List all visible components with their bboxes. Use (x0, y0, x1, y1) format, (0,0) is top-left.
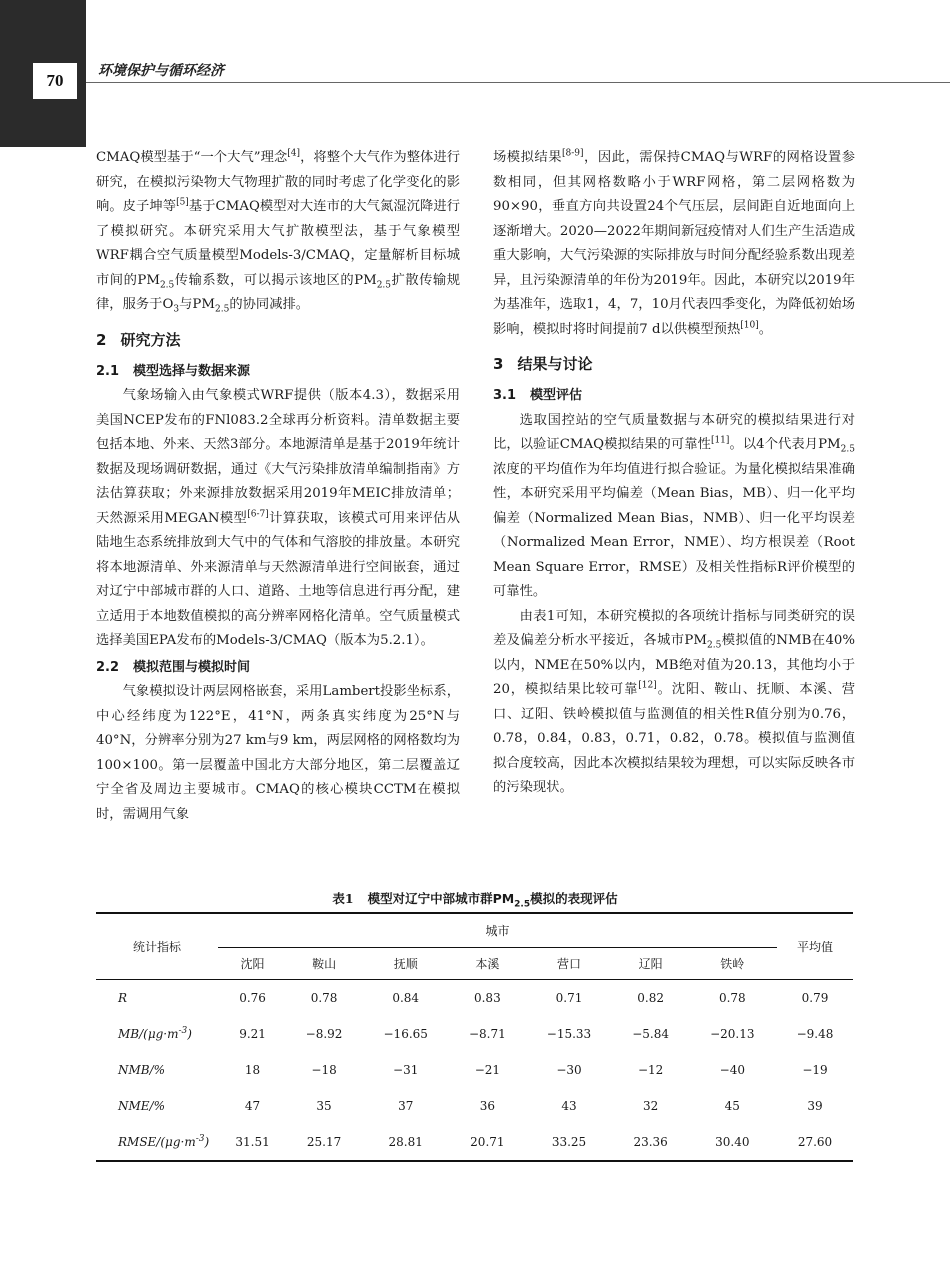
row-metric: RMSE/$(\mu g\cdot m^{-3})$ (96, 1124, 218, 1161)
table-cell: −16.65 (383, 1027, 428, 1041)
section-heading (96, 326, 460, 354)
table-cell: −18 (311, 1063, 337, 1077)
table-cell: 23.36 (614, 1124, 688, 1161)
table-cell: 18 (244, 1063, 261, 1077)
evaluation-table (96, 912, 853, 1162)
subsection-title: 模拟范围与模拟时间 (133, 659, 251, 675)
table-cell: 0.83 (473, 991, 501, 1005)
row-metric: $MB/(\mu g\cdot m^{-3})$ (118, 1026, 192, 1041)
section-number: 2 (96, 330, 107, 349)
col-header-average: 平均值 (777, 913, 853, 980)
table-caption (0, 889, 950, 910)
row-metric: NMB/% (118, 1063, 166, 1077)
paragraph: 气象场输入由气象模式WRF提供（版本4.3），数据采用美国NCEP发布的FNl083.2全球再分析资料。清单数据主要包括本地、外来、天然3部分。本地源清单是基于2019年统计数据及现场调研数据，通过《大气污染排放清单编制指南》方法估算获取；外来源排放数据采用2019年MEIC排放清单；天然源采用MEGAN模型[6-7]计算获取，该模式可用来评估从陆地生态系统排放到大气中的气体和气溶胶的排放量。本研究将本地源清单、外来源清单与天然源清单进行空间嵌套，通过对辽宁中部城市群的人口、道路、土地等信息进行再分配，建立适用于本地数值模拟的高分辨率网格化清单。空气质量模式选择美国EPA发布的Models-3/CMAQ（版本为5.2.1）。 (96, 388, 461, 648)
section-number: 3 (493, 355, 504, 373)
row-metric: R (118, 991, 128, 1005)
table-cell-average: 0.79 (801, 991, 829, 1005)
table-cell: −12 (637, 1063, 664, 1077)
table-cell-average: 27.60 (777, 1124, 853, 1161)
table-cell: 0.84 (392, 991, 420, 1005)
paragraph: CMAQ模型基于“一个大气”理念[4]，将整个大气作为整体进行研究，在模拟污染物大气物理扩散的同时考虑了化学变化的影响。皮子坤等[5]基于CMAQ模型对大连市的大气氮湿沉降进行了模拟研究。本研究采用大气扩散模型法，基于气象模型WRF耦合空气质量模型Models-3/CMAQ，定量解析目标城市间的$PM_{2.5}$传输系数，可以揭示该地区的$PM_{2.5}$扩散传输规律，服务于$O_3$与$PM_{2.5}$的协同减排。 (96, 148, 461, 315)
col-header-city: 铁岭 (688, 948, 777, 980)
col-header-city: 营口 (524, 948, 613, 980)
table-cell: 43 (561, 1099, 577, 1113)
table-cell: 28.81 (361, 1124, 450, 1161)
col-header-metric: 统计指标 (96, 913, 218, 980)
col-header-city: 抚顺 (361, 948, 450, 980)
subsection-number: 3.1 (493, 388, 517, 403)
table-cell: 0.82 (637, 991, 664, 1005)
subsection-number: 2.1 (96, 363, 120, 379)
row-metric: NME/% (118, 1099, 165, 1113)
table-cell: −21 (474, 1063, 501, 1077)
col-header-city: 本溪 (450, 948, 524, 980)
table-cell: 31.51 (218, 1124, 287, 1161)
paragraph: 气象模拟设计两层网格嵌套，采用Lambert投影坐标系，中心经纬度为122°E，41°N，两条真实纬度为25°N与40°N，分辨率分别为27 km与9 km，两层网格的网格数均为100×100。第一层覆盖中国北方大部分地区，第二层覆盖辽宁全省及周边主要城市。CMAQ的核心模块CCTM在模拟时，需调用气象 (96, 684, 460, 822)
table-cell: −20.13 (710, 1027, 755, 1041)
table-cell-average: −19 (802, 1063, 828, 1077)
table-cell: 47 (244, 1099, 261, 1113)
table-row (96, 1052, 853, 1088)
table-cell: 0.78 (310, 991, 338, 1005)
table-cell: 37 (398, 1099, 414, 1113)
table-cell: 45 (724, 1099, 740, 1113)
col-header-city: 鞍山 (287, 948, 361, 980)
table-cell: −31 (393, 1063, 419, 1077)
table-cell: 25.17 (287, 1124, 361, 1161)
table-body (96, 980, 853, 1162)
table-cell: −5.84 (632, 1027, 670, 1041)
subsection-title: 模型评估 (530, 388, 583, 403)
table-cell: 0.76 (239, 991, 266, 1005)
table-cell: −8.92 (305, 1027, 343, 1041)
table-cell-average: 39 (807, 1099, 823, 1113)
table-number: 表1 (332, 891, 354, 906)
left-column (96, 146, 460, 827)
subsection-heading (493, 384, 855, 409)
table-cell: 20.71 (450, 1124, 524, 1161)
table-row (96, 1088, 853, 1124)
table-cell: 35 (316, 1099, 332, 1113)
table-row (96, 1016, 853, 1052)
table-cell: 0.71 (555, 991, 583, 1005)
col-header-city: 沈阳 (218, 948, 287, 980)
table-cell: −15.33 (546, 1027, 592, 1041)
col-header-city-group: 城市 (218, 913, 777, 948)
table-row (96, 980, 853, 1017)
table-cell: 0.78 (718, 991, 746, 1005)
subsection-heading (96, 360, 460, 385)
subsection-title: 模型选择与数据来源 (133, 363, 251, 379)
right-column (493, 146, 855, 801)
subsection-number: 2.2 (96, 659, 120, 675)
subsection-heading (96, 656, 460, 681)
table-cell: 32 (642, 1099, 659, 1113)
section-heading (493, 350, 855, 378)
table-cell: 30.40 (688, 1124, 777, 1161)
table-cell: −40 (719, 1063, 745, 1077)
table-cell: −8.71 (468, 1027, 506, 1041)
table-caption-text: 模型对辽宁中部城市群$PM_{2.5}$模拟的表现评估 (367, 891, 618, 910)
table-cell: −30 (556, 1063, 582, 1077)
col-header-city: 辽阳 (614, 948, 688, 980)
table-cell: 9.21 (239, 1027, 266, 1041)
header-rule (86, 82, 950, 83)
table-row (96, 1124, 853, 1161)
table-cell-average: −9.48 (796, 1027, 834, 1041)
table-cell: 33.25 (524, 1124, 613, 1161)
section-title: 研究方法 (120, 330, 181, 349)
journal-title: 环境保护与循环经济 (98, 63, 224, 79)
page-number: 70 (33, 63, 77, 99)
section-title: 结果与讨论 (517, 355, 593, 373)
table-cell: 36 (479, 1099, 495, 1113)
paragraph: 选取国控站的空气质量数据与本研究的模拟结果进行对比，以验证CMAQ模拟结果的可靠性[11]。以4个代表月$PM_{2.5}$浓度的平均值作为年均值进行拟合验证。为量化模拟结果准确性，本研究采用平均偏差（Mean Bias，MB）、归一化平均偏差（Normalized Mean Bias，NMB）、归一化平均误差（Normalized Mean Error，NME）、均方根误差（Root Mean Square Error，RMSE）及相关性指标R评价模型的可靠性。 (493, 412, 855, 599)
paragraph: 场模拟结果[8-9]，因此，需保持CMAQ与WRF的网格设置参数相同，但其网格数略小于WRF网格，第二层网格数为90×90，垂直方向共设置24个气压层，层间距自近地面向上逐渐增大。2020—2022年期间新冠疫情对人们生产生活造成重大影响，大气污染源的实际排放与时间分配经验系数出现差异，且污染源清单的年份为2019年。因此，本研究以2019年为基准年，选取1，4，7，10月代表四季变化，为降低初始场影响，模拟时将时间提前7 d以供模型预热[10]。 (493, 148, 856, 337)
paragraph: 由表1可知，本研究模拟的各项统计指标与同类研究的误差及偏差分析水平接近，各城市$PM_{2.5}$模拟值的NMB在40%以内，NME在50%以内，MB绝对值为20.13，其他均小于20，模拟结果比较可靠[12]。沈阳、鞍山、抚顺、本溪、营口、辽阳、铁岭模拟值与监测值的相关性R值分别为0.76，0.78，0.84，0.83，0.71，0.82，0.78。模拟值与监测值拟合度较高，因此本次模拟结果较为理想，可以实际反映各市的污染现状。 (493, 608, 856, 795)
